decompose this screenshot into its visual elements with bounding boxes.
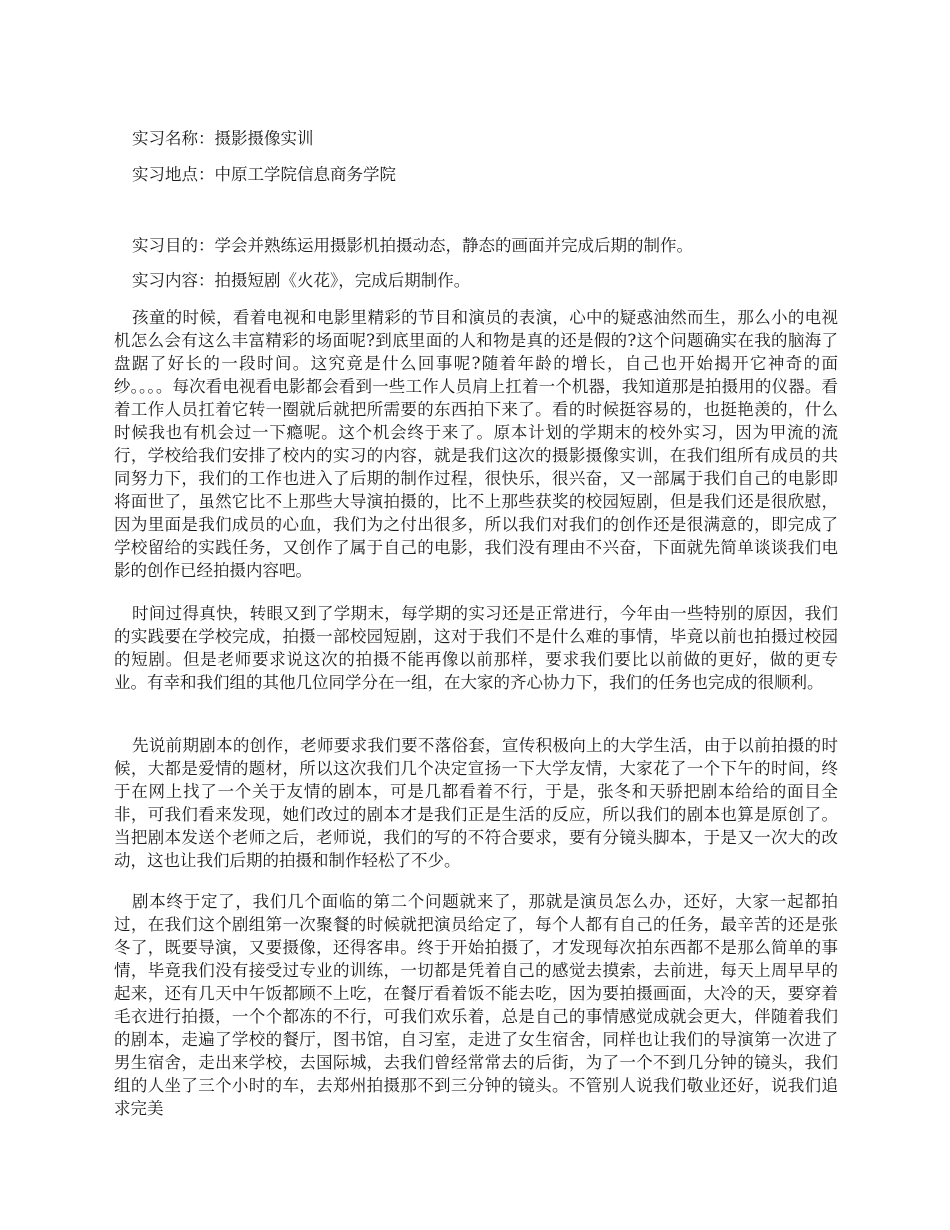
body-paragraph: 时间过得真快，转眼又到了学期末，每学期的实习还是正常进行，今年由一些特别的原因，我们的实践要在学校完成，拍摄一部校园短剧，这对于我们不是什么难的事情，毕竟以前也拍摄过校园的短剧。但是老师要求说这次的拍摄不能再像以前那样，要求我们要比以前做的更好，做的更专业。有幸和我们组的其他几位同学分在一组，在大家的齐心协力下，我们的任务也完成的很顺利。: [114, 604, 838, 692]
internship-place: 实习地点：中原工学院信息商务学院: [132, 165, 396, 184]
internship-name: 实习名称：摄影摄像实训: [132, 129, 314, 148]
body-paragraph: 孩童的时候，看着电视和电影里精彩的节目和演员的表演，心中的疑惑油然而生，那么小的电视机怎么会有这么丰富精彩的场面呢?到底里面的人和物是真的还是假的?这个问题确实在我的脑海了盘踞了好长的一段时间。这究竟是什么回事呢?随着年龄的增长，自己也开始揭开它神奇的面纱。。。。每次看电视看电影都会看到一些工作人员肩上扛着一个机器，我知道那是拍摄用的仪器。看着工作人员扛着它转一圈就后就把所需要的东西拍下来了。看的时候挺容易的，也挺艳羡的，什么时候我也有机会过一下瘾呢。这个机会终于来了。原本计划的学期末的校外实习，因为甲流的流行，学校给我们安排了校内的实习的内容，就是我们这次的摄影摄像实训，在我们组所有成员的共同努力下，我们的工作也进入了后期的制作过程，很快乐，很兴奋，又一部属于我们自己的电影即将面世了，虽然它比不上那些大导演拍摄的，比不上那些获奖的校园短剧，但是我们还是很欣慰，因为里面是我们成员的心血，我们为之付出很多，所以我们对我们的创作还是很满意的，即完成了学校留给的实践任务，又创作了属于自己的电影，我们没有理由不兴奋，下面就先简单谈谈我们电影的创作已经拍摄内容吧。: [114, 308, 838, 580]
internship-purpose: 实习目的：学会并熟练运用摄影机拍摄动态，静态的画面并完成后期的制作。: [132, 236, 693, 255]
body-paragraph: 先说前期剧本的创作，老师要求我们要不落俗套，宣传积极向上的大学生活，由于以前拍摄的时候，大都是爱情的题材，所以这次我们几个决定宣扬一下大学友情，大家花了一个下午的时间，终于在网上找了一个关于友情的剧本，可是几都看着不行，于是，张冬和天骄把剧本给给的面目全非，可我们看来发现，她们改过的剧本才是我们正是生活的反应，所以我们的剧本也算是原创了。当把剧本发送个老师之后，老师说，我们的写的不符合要求，要有分镜头脚本，于是又一次大的改动，这也让我们后期的拍摄和制作轻松了不少。: [114, 736, 838, 870]
internship-content: 实习内容：拍摄短剧《火花》，完成后期制作。: [132, 271, 471, 290]
body-paragraph: 剧本终于定了，我们几个面临的第二个问题就来了，那就是演员怎么办，还好，大家一起都拍过，在我们这个剧组第一次聚餐的时候就把演员给定了，每个人都有自己的任务，最辛苦的还是张冬了，既要导演，又要摄像，还得客串。终于开始拍摄了，才发现每次拍东西都不是那么简单的事情，毕竟我们没有接受过专业的训练，一切都是凭着自己的感觉去摸索，去前进，每天上周早早的起来，还有几天中午饭都顾不上吃，在餐厅看着饭不能去吃，因为要拍摄画面，大冷的天，要穿着毛衣进行拍摄，一个个都冻的不行，可我们欢乐着，总是自己的事情感觉成就会更大，伴随着我们的剧本，走遍了学校的餐厅，图书馆，自习室，走进了女生宿舍，同样也让我们的导演第一次进了男生宿舍，走出来学校，去国际城，去我们曾经常常去的后街，为了一个不到几分钟的镜头，我们组的人坐了三个小时的车，去郑州拍摄那不到三分钟的镜头。不管别人说我们敬业还好，说我们追求完美: [114, 892, 838, 1118]
